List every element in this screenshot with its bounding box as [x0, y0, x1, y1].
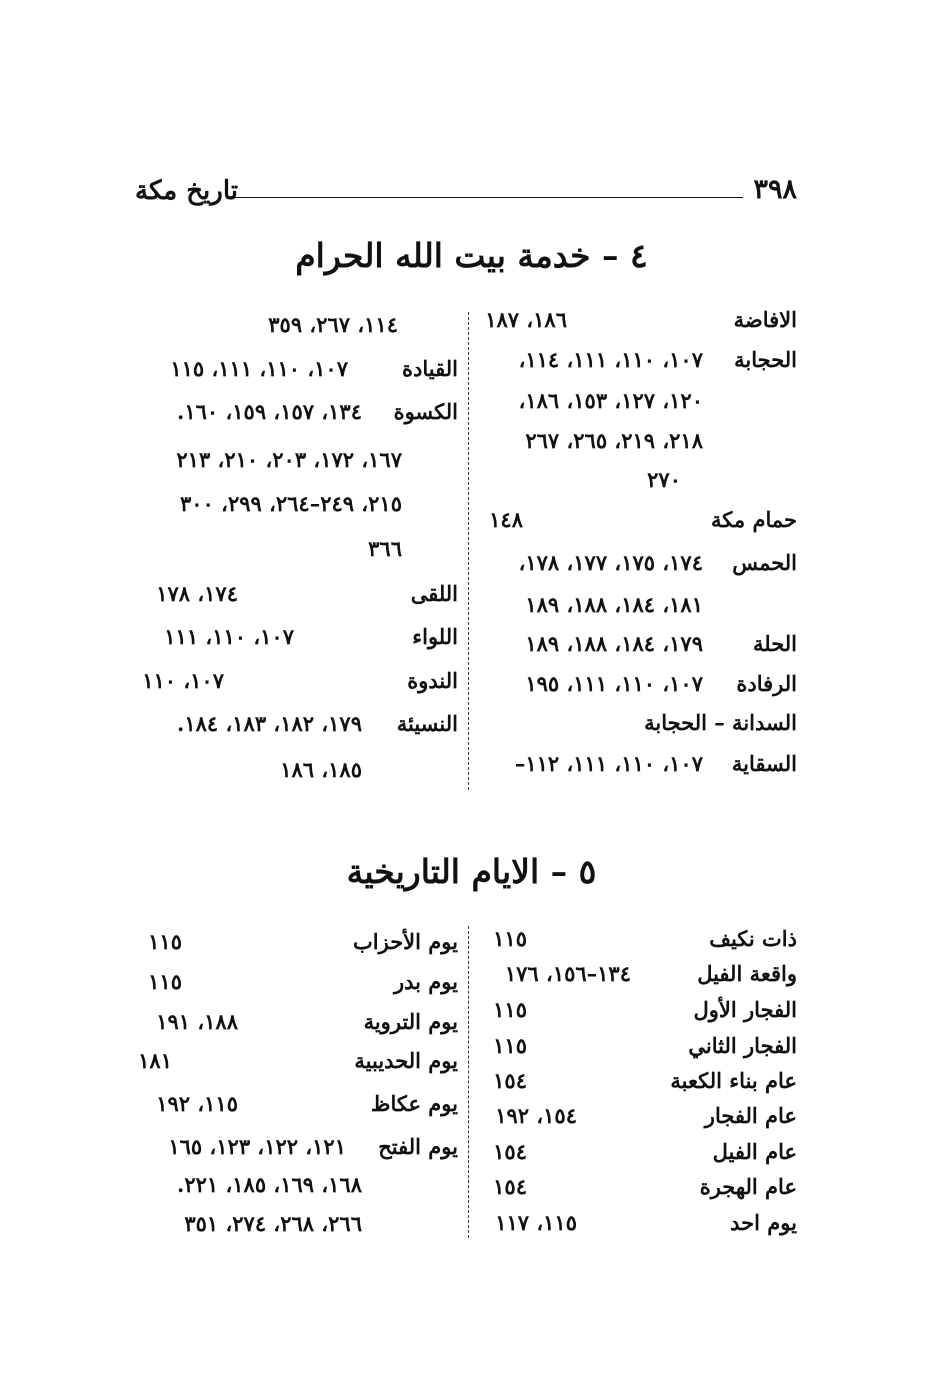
entry-term: عام الفجار	[704, 1103, 797, 1128]
index-entry	[467, 466, 797, 494]
index-entry	[128, 968, 458, 996]
running-header	[135, 172, 797, 208]
entry-pages: ١٠٧، ١١٠، ١١١، ١١٤،	[518, 347, 703, 372]
index-entry	[128, 355, 458, 383]
index-entry	[128, 928, 458, 956]
index-entry	[128, 667, 458, 695]
entry-pages: ١٨١، ١٨٤، ١٨٨، ١٨٩	[525, 592, 703, 617]
entry-pages: ١٠٧، ١١٠، ١١١، ١١٥	[170, 356, 348, 381]
entry-term: الحمس	[732, 550, 797, 575]
entry-pages: ١٢٠، ١٢٧، ١٥٣، ١٨٦،	[518, 388, 703, 413]
entry-pages: ١١٥	[493, 997, 527, 1022]
entry-term: الكسوة	[393, 399, 458, 424]
entry-term: الندوة	[407, 668, 458, 693]
entry-pages: ١١٥، ١٩٢	[156, 1091, 238, 1116]
entry-term: واقعة الفيل	[697, 961, 797, 986]
entry-term: القيادة	[402, 356, 458, 381]
entry-pages: ١٠٧، ١١٠	[142, 668, 224, 693]
entry-term: حمام مكة	[711, 507, 797, 532]
entry-term: ذات نكيف	[709, 926, 797, 951]
index-entry	[467, 960, 797, 988]
index-entry	[467, 549, 797, 577]
entry-pages: ١٨٨، ١٩١	[156, 1009, 238, 1034]
entry-pages: ١٥٤، ١٩٢	[495, 1103, 577, 1128]
header-rule	[227, 197, 743, 198]
index-entry	[467, 591, 797, 619]
entry-pages: ١٨١	[138, 1048, 172, 1073]
index-entry	[467, 306, 797, 334]
entry-pages: ١١٤، ٢٦٧، ٣٥٩	[268, 312, 398, 337]
entry-pages: ٢١٥، ٢٤٩–٢٦٤، ٢٩٩، ٣٠٠	[180, 491, 402, 516]
entry-term: الفجار الثاني	[688, 1033, 797, 1058]
entry-pages: ١٥٤	[493, 1068, 527, 1093]
entry-term: السقاية	[731, 751, 797, 776]
index-entry	[467, 1067, 797, 1095]
index-entry	[467, 1102, 797, 1130]
index-entry	[128, 1008, 458, 1036]
index-entry	[128, 490, 458, 518]
index-entry	[128, 1171, 458, 1199]
entry-pages: ١٤٨	[489, 507, 523, 532]
index-entry	[128, 623, 458, 651]
entry-term: السدانة – الحجابة	[644, 710, 797, 735]
index-entry	[467, 427, 797, 455]
entry-pages: ١١٥	[148, 929, 182, 954]
entry-pages: ١٥٤	[493, 1174, 527, 1199]
entry-pages: ١٦٨، ١٦٩، ١٨٥، ٢٢١.	[177, 1172, 362, 1197]
entry-term: اللواء	[412, 624, 458, 649]
index-entry	[128, 756, 458, 784]
index-entry	[128, 446, 458, 474]
entry-pages: ١٠٧، ١١٠، ١١١، ١٩٥	[525, 671, 703, 696]
entry-pages: ١١٥، ١١٧	[495, 1210, 577, 1235]
entry-term: يوم احد	[730, 1210, 797, 1235]
entry-pages: ١٣٤، ١٥٧، ١٥٩، ١٦٠.	[177, 399, 362, 424]
entry-term: عام الفيل	[712, 1139, 797, 1164]
entry-term: يوم عكاظ	[371, 1091, 458, 1116]
entry-term: يوم الأحزاب	[353, 929, 458, 954]
entry-term: يوم الفتح	[378, 1134, 458, 1159]
index-entry	[467, 925, 797, 953]
entry-term: الحلة	[753, 631, 797, 656]
index-entry	[467, 630, 797, 658]
entry-pages: ١٧٤، ١٧٨	[156, 581, 238, 606]
index-entry	[467, 1138, 797, 1166]
entry-term: عام الهجرة	[699, 1174, 797, 1199]
entry-pages: ١٧٤، ١٧٥، ١٧٧، ١٧٨،	[518, 550, 703, 575]
index-entry	[467, 750, 797, 778]
entry-pages: ٢٧٠	[647, 467, 681, 492]
index-entry	[467, 1209, 797, 1237]
entry-pages: ١٠٧، ١١٠، ١١١	[164, 624, 294, 649]
index-entry	[467, 1032, 797, 1060]
index-entry	[128, 710, 458, 738]
entry-pages: ١١٥	[493, 1033, 527, 1058]
entry-term: يوم التروية	[363, 1009, 458, 1034]
section-heading-historic-days: ٥ – الايام التاريخية	[346, 852, 597, 891]
entry-term: الفجار الأول	[693, 997, 797, 1022]
index-entry	[467, 1173, 797, 1201]
entry-pages: ١٨٥، ١٨٦	[280, 757, 362, 782]
index-entry	[128, 311, 458, 339]
entry-pages: ١٠٧، ١١٠، ١١١، ١١٢–	[514, 751, 703, 776]
book-title: تاريخ مكة	[135, 176, 239, 206]
entry-term: الحجابة	[734, 347, 797, 372]
index-entry	[128, 580, 458, 608]
entry-pages: ١١٥	[493, 926, 527, 951]
page-number: ٣٩٨	[753, 174, 797, 205]
entry-pages: ٢١٨، ٢١٩، ٢٦٥، ٢٦٧	[525, 428, 703, 453]
entry-pages: ١٧٩، ١٨٤، ١٨٨، ١٨٩	[525, 631, 703, 656]
index-entry	[128, 1133, 458, 1161]
entry-term: عام بناء الكعبة	[670, 1068, 797, 1093]
entry-term: اللقى	[410, 581, 458, 606]
entry-pages: ٣٦٦	[368, 536, 402, 561]
section-heading-service: ٤ – خدمة بيت الله الحرام	[295, 236, 648, 275]
index-entry	[128, 1090, 458, 1118]
entry-pages: ١٥٤	[493, 1139, 527, 1164]
entry-term: الافاضة	[733, 307, 797, 332]
index-entry	[467, 996, 797, 1024]
index-entry	[128, 535, 458, 563]
entry-term: يوم الحديبية	[354, 1048, 458, 1073]
entry-pages: ١٦٧، ١٧٢، ٢٠٣، ٢١٠، ٢١٣	[176, 447, 402, 472]
entry-pages: ٢٦٦، ٢٦٨، ٢٧٤، ٣٥١	[184, 1211, 362, 1236]
index-entry	[467, 709, 797, 737]
index-entry	[467, 670, 797, 698]
index-entry	[128, 398, 458, 426]
entry-term: يوم بدر	[393, 969, 458, 994]
entry-pages: ١١٥	[148, 969, 182, 994]
entry-pages: ١٧٩، ١٨٢، ١٨٣، ١٨٤.	[177, 711, 362, 736]
index-entry	[128, 1210, 458, 1238]
index-entry	[128, 1047, 458, 1075]
entry-pages: ١٨٦، ١٨٧	[485, 307, 567, 332]
entry-pages: ١٣٤–١٥٦، ١٧٦	[504, 961, 631, 986]
index-entry	[467, 346, 797, 374]
entry-pages: ١٢١، ١٢٢، ١٢٣، ١٦٥	[168, 1134, 346, 1159]
entry-term: النسيئة	[396, 711, 458, 736]
index-entry	[467, 387, 797, 415]
index-entry	[467, 506, 797, 534]
entry-term: الرفادة	[736, 671, 797, 696]
